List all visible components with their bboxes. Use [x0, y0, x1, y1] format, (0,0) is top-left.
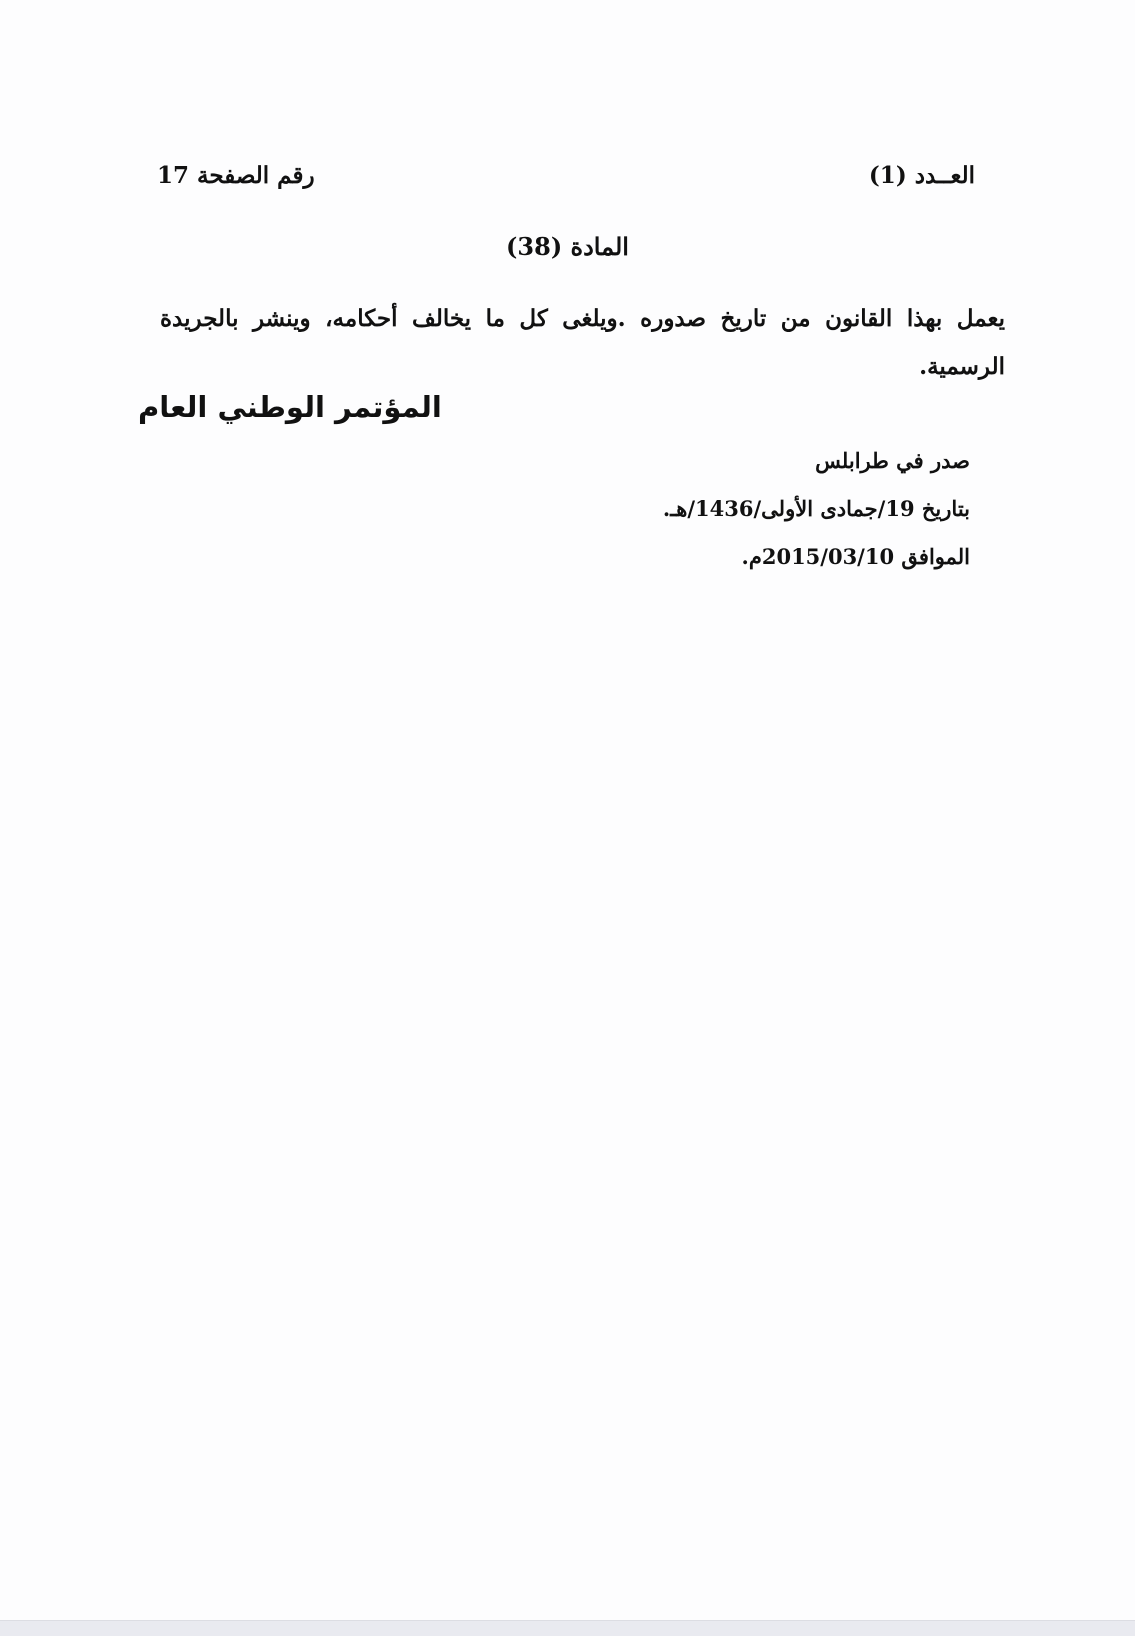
page-bottom-edge	[0, 1620, 1135, 1636]
issue-number: العــدد (1)	[868, 162, 975, 189]
issued-place: صدر في طرابلس	[815, 448, 970, 473]
article-title: المادة (38)	[506, 232, 629, 261]
hijri-date: بتاريخ 19/جمادى الأولى/1436/هـ.	[662, 496, 970, 521]
article-body: يعمل بهذا القانون من تاريخ صدوره .ويلغى كل ما يخالف أحكامه، وينشر بالجريدة الرسمية.	[160, 305, 1005, 380]
page-number: رقم الصفحة 17	[157, 162, 315, 189]
gregorian-date: الموافق 2015/03/10م.	[741, 544, 970, 569]
issuing-authority: المؤتمر الوطني العام	[138, 390, 442, 424]
issuance-details	[663, 445, 970, 589]
